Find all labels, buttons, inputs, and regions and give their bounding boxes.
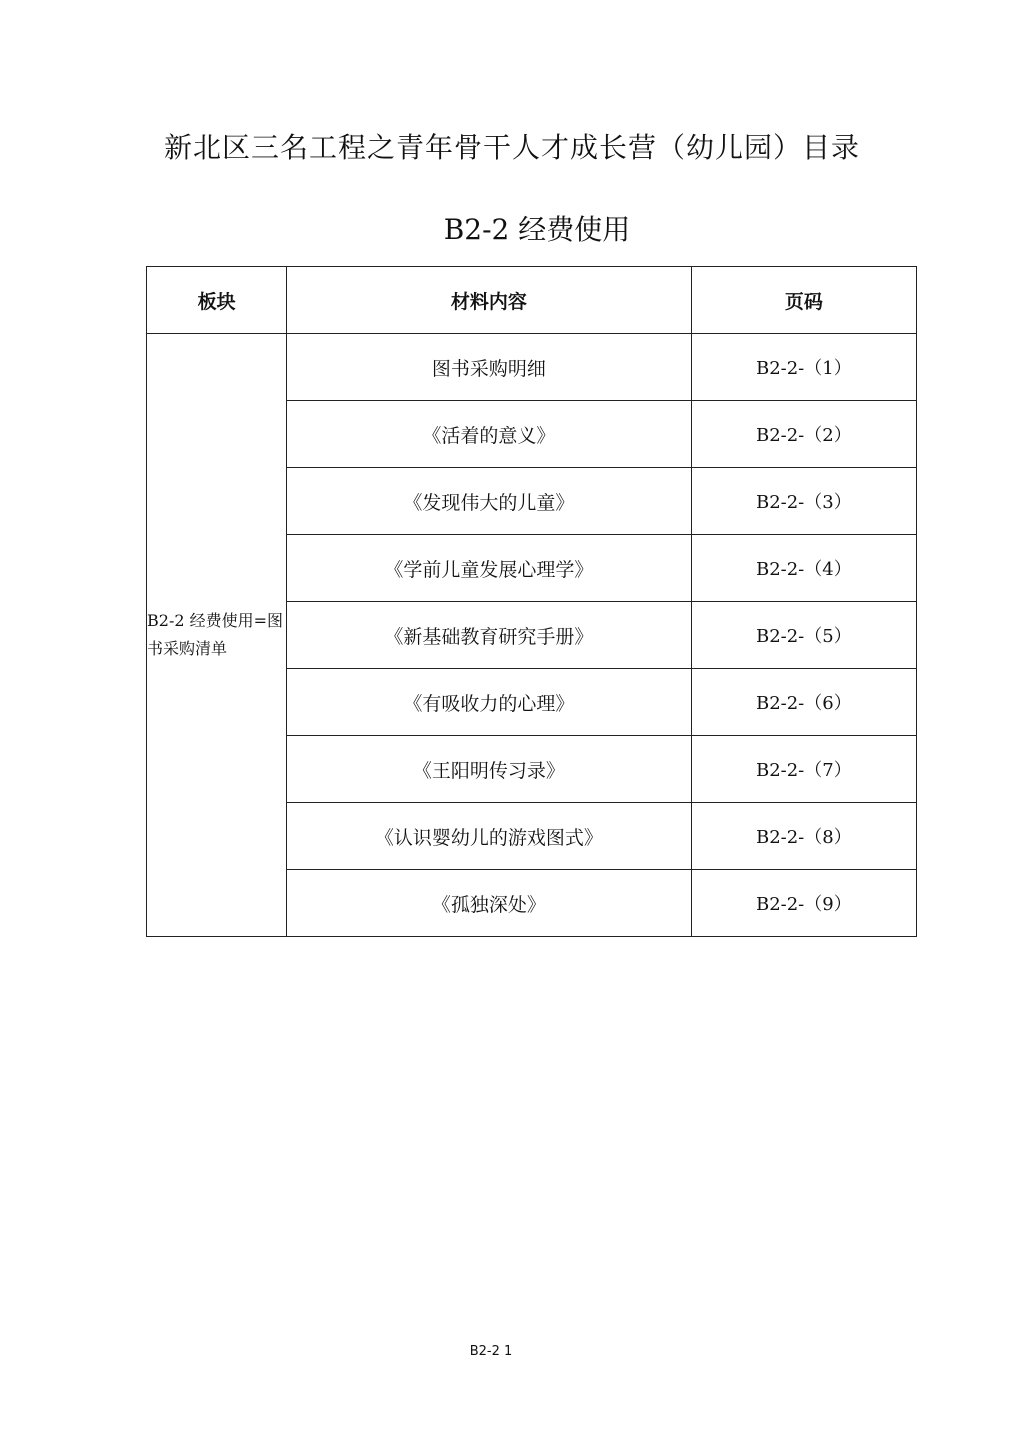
page-cell: B2-2-（4）	[691, 535, 916, 602]
section-cell: B2-2 经费使用=图书采购清单	[147, 334, 287, 937]
page-cell: B2-2-（1）	[691, 334, 916, 401]
content-cell: 《新基础教育研究手册》	[287, 602, 692, 669]
page-footer: B2-2 1	[469, 1344, 513, 1359]
content-cell: 《活着的意义》	[287, 401, 692, 468]
page-cell: B2-2-（2）	[691, 401, 916, 468]
document-subtitle: B2-2 经费使用	[443, 213, 631, 246]
page-cell: B2-2-（6）	[691, 669, 916, 736]
page-cell: B2-2-（5）	[691, 602, 916, 669]
table-row	[147, 334, 917, 401]
content-cell: 《发现伟大的儿童》	[287, 468, 692, 535]
contents-table	[146, 266, 917, 937]
page-cell: B2-2-（9）	[691, 870, 916, 937]
document-title: 新北区三名工程之青年骨干人才成长营（幼儿园）目录	[163, 131, 860, 164]
content-cell: 《有吸收力的心理》	[287, 669, 692, 736]
content-cell: 《王阳明传习录》	[287, 736, 692, 803]
header-page: 页码	[691, 267, 916, 334]
header-content: 材料内容	[287, 267, 692, 334]
content-cell: 《孤独深处》	[287, 870, 692, 937]
content-cell: 《学前儿童发展心理学》	[287, 535, 692, 602]
page-cell: B2-2-（8）	[691, 803, 916, 870]
page-cell: B2-2-（3）	[691, 468, 916, 535]
table-header-row	[147, 267, 917, 334]
page-cell: B2-2-（7）	[691, 736, 916, 803]
header-section: 板块	[147, 267, 287, 334]
content-cell: 《认识婴幼儿的游戏图式》	[287, 803, 692, 870]
content-cell: 图书采购明细	[287, 334, 692, 401]
